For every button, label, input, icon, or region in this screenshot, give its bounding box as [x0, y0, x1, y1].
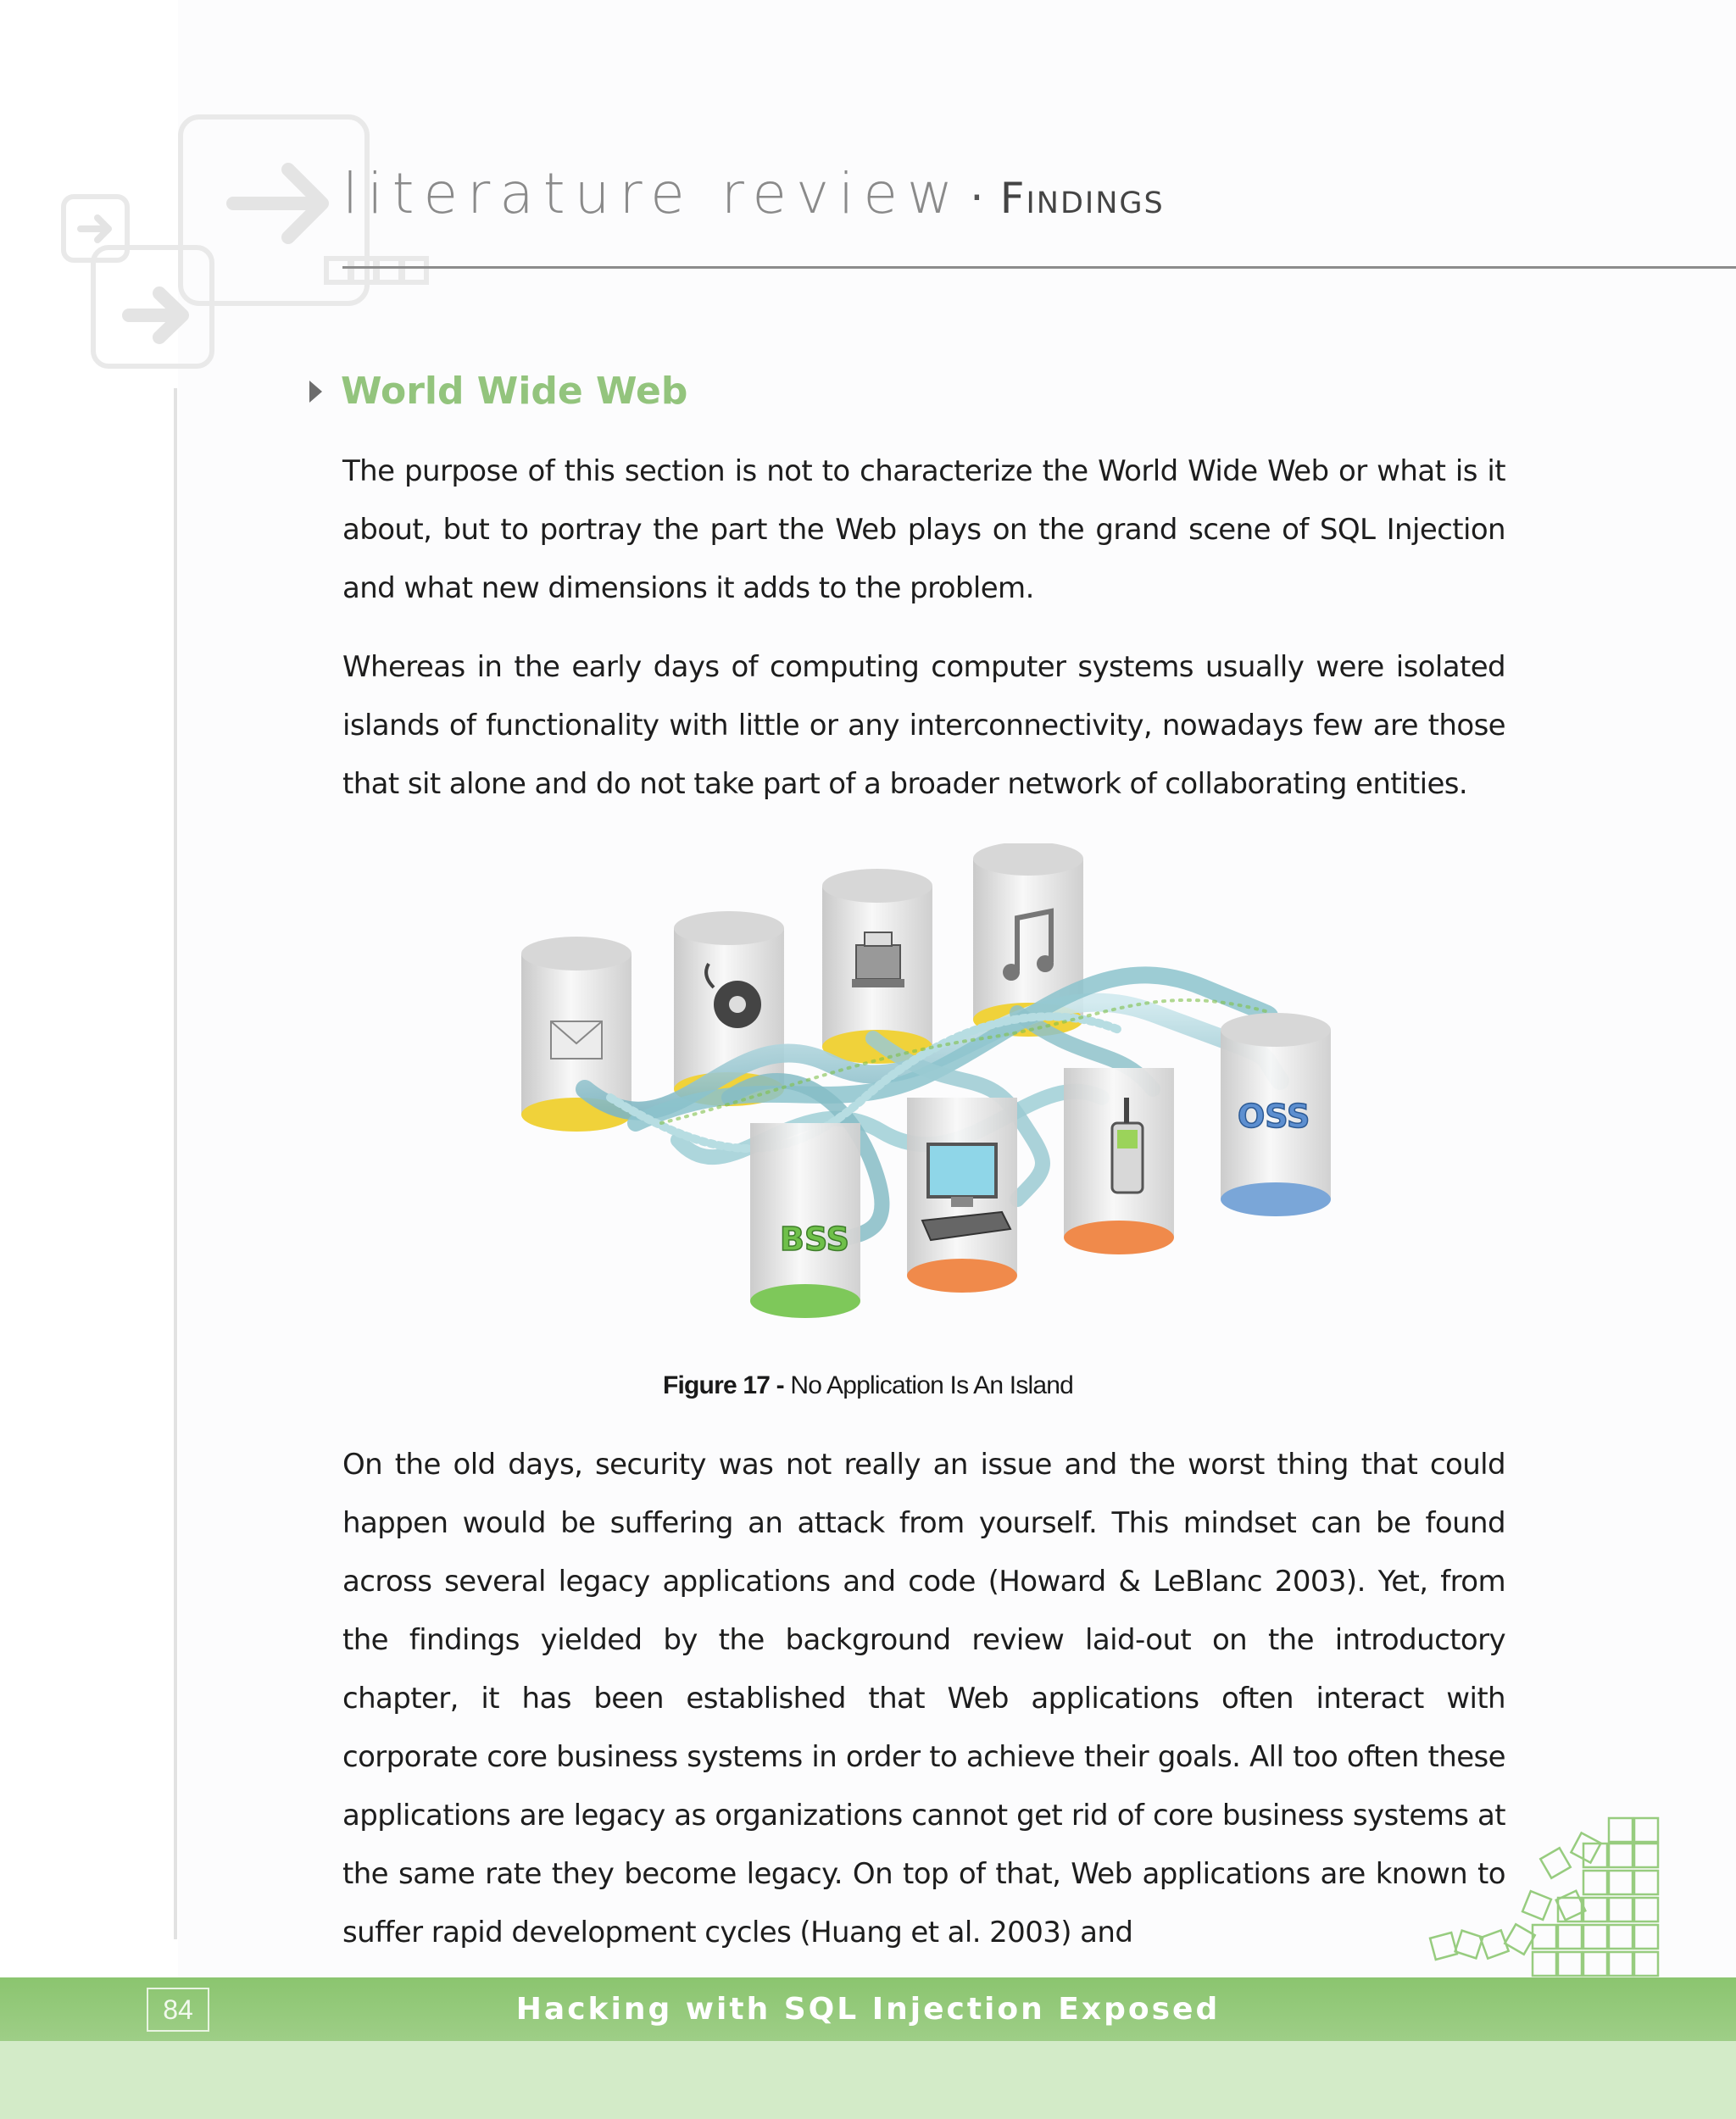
cylinder-oss: [1221, 1013, 1331, 1216]
cylinder-computer: [907, 1098, 1017, 1293]
figure-label-bss: BSS: [780, 1221, 849, 1258]
paragraph: Whereas in the early days of computing computer systems usually were isolated islands of functionality with little or any interconnectivity, nowadays few are those that sit alone and do not take part of a broader network of collaborating entities.: [342, 650, 1505, 801]
section-heading-text: World Wide Web: [341, 370, 688, 413]
book-title: Hacking with SQL Injection Exposed: [515, 1992, 1221, 2027]
figure-label-oss: OSS: [1238, 1098, 1310, 1135]
header-separator: ·: [970, 173, 984, 224]
envelope-icon: [551, 1021, 602, 1059]
header-rule: [342, 266, 1736, 269]
cylinder-phone: [1064, 1068, 1174, 1254]
paragraph: On the old days, security was not really an issue and the worst thing that could happen would be suffering an attack from yourself. This mindset can be found across several legacy applications and code (Howard & LeBlanc 2003). Yet, from the findings yielded by the background review laid-out on the introductory chapter, it has been established that Web applications often interact with corporate core business systems in order to achieve their goals. All too often these applications are legacy as organizations cannot get rid of core business systems at the same rate they become legacy. On top of that, Web applications are known to suffer rapid development cycles (Huang et al. 2003) and: [342, 1448, 1505, 1949]
decorative-arrows-icon: [51, 102, 441, 390]
paragraph: The purpose of this section is not to characterize the World Wide Web or what is it about, but to portray the part the Web plays on the grand scene of SQL Injection and what new dimensions it adds to the problem.: [342, 454, 1505, 605]
figure-caption-text: No Application Is An Island: [790, 1371, 1074, 1399]
page-header: [342, 161, 1165, 226]
cylinder-bss: [750, 1123, 860, 1318]
footer-band: [0, 2041, 1736, 2119]
left-margin-rule: [174, 388, 177, 1939]
subsection-title: Findings: [999, 174, 1165, 223]
figure-caption: [0, 1371, 1736, 1400]
page-number: 84: [147, 1988, 209, 2032]
section-heading: [309, 370, 687, 413]
figure-image: [509, 843, 1356, 1352]
computer-icon: [922, 1144, 1010, 1240]
figure-label: Figure 17 -: [662, 1371, 784, 1399]
triangle-bullet-icon: [309, 381, 322, 403]
section-title: literature review: [342, 161, 962, 226]
